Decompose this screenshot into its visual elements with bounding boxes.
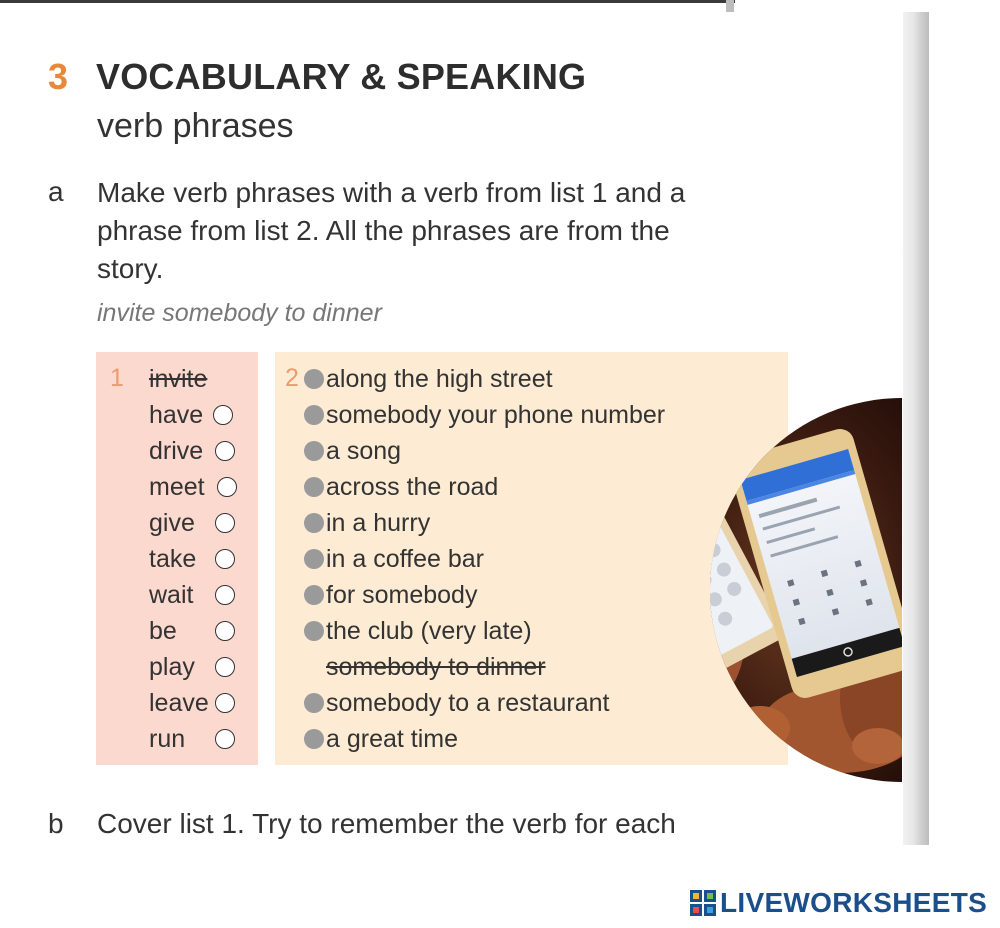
section-subtitle: verb phrases — [97, 107, 294, 145]
section-title: VOCABULARY & SPEAKING — [96, 56, 587, 97]
match-dot-the-club[interactable] — [304, 621, 324, 641]
verb-be: be — [149, 617, 177, 645]
part-b-letter: b — [48, 808, 64, 839]
phrase-the-club: the club (very late) — [326, 617, 532, 645]
part-a-letter: a — [48, 176, 64, 207]
phrase-in-a-hurry: in a hurry — [326, 509, 431, 537]
verb-have: have — [149, 401, 204, 429]
phrase-a-song: a song — [326, 437, 402, 465]
verb-leave: leave — [149, 689, 209, 717]
list-2-number: 2 — [285, 364, 299, 392]
verb-invite: invite — [149, 365, 208, 393]
section-number: 3 — [48, 56, 69, 97]
verb-drive: drive — [149, 437, 204, 465]
match-anchor-drive[interactable] — [215, 441, 235, 461]
top-border-end — [726, 0, 734, 12]
match-anchor-leave[interactable] — [215, 693, 235, 713]
verb-run: run — [149, 725, 186, 753]
phones-photo — [640, 398, 902, 782]
verb-give: give — [149, 509, 195, 537]
verb-meet: meet — [149, 473, 205, 501]
match-dot-a-great-time[interactable] — [304, 729, 324, 749]
match-anchor-give[interactable] — [215, 513, 235, 533]
phrase-along-the-high-street: along the high street — [326, 365, 553, 393]
match-anchor-play[interactable] — [215, 657, 235, 677]
match-dot-a-song[interactable] — [304, 441, 324, 461]
list-1-number: 1 — [110, 364, 124, 392]
phrase-somebody-to-dinner: somebody to dinner — [326, 653, 546, 681]
phrase-a-great-time: a great time — [326, 725, 459, 753]
match-anchor-take[interactable] — [215, 549, 235, 569]
match-dot-in-a-hurry[interactable] — [304, 513, 324, 533]
phrase-somebody-your-phone-number: somebody your phone number — [326, 401, 666, 429]
verb-take: take — [149, 545, 197, 573]
page-edge-shadow — [903, 12, 929, 845]
example-phrase: invite somebody to dinner — [97, 299, 382, 327]
match-dot-in-a-coffee-bar[interactable] — [304, 549, 324, 569]
match-anchor-run[interactable] — [215, 729, 235, 749]
match-dot-across-the-road[interactable] — [304, 477, 324, 497]
logo-text: LIVEWORKSHEETS — [720, 887, 988, 918]
match-anchor-be[interactable] — [215, 621, 235, 641]
liveworksheets-logo — [690, 886, 987, 920]
match-dot-for-somebody[interactable] — [304, 585, 324, 605]
part-a-instruction: Make verb phrases with a verb from list 1 and a phrase from list 2. All the phrases are from the story. — [97, 177, 686, 284]
match-dot-somebody-to-a-restaurant[interactable] — [304, 693, 324, 713]
match-anchor-have[interactable] — [213, 405, 233, 425]
match-anchor-meet[interactable] — [217, 477, 237, 497]
match-dot-somebody-your-phone-number[interactable] — [304, 405, 324, 425]
phrase-in-a-coffee-bar: in a coffee bar — [326, 545, 484, 573]
part-b-instruction: Cover list 1. Try to remember the verb for each — [97, 808, 676, 839]
verb-play: play — [149, 653, 195, 681]
liveworksheets-logo-icon — [690, 890, 716, 916]
match-dot-along-the-high-street[interactable] — [304, 369, 324, 389]
phrase-for-somebody: for somebody — [326, 581, 478, 609]
phrase-somebody-to-a-restaurant: somebody to a restaurant — [326, 689, 610, 717]
phrase-across-the-road: across the road — [326, 473, 499, 501]
match-anchor-wait[interactable] — [215, 585, 235, 605]
top-border-line — [0, 0, 735, 3]
verb-wait: wait — [149, 581, 194, 609]
